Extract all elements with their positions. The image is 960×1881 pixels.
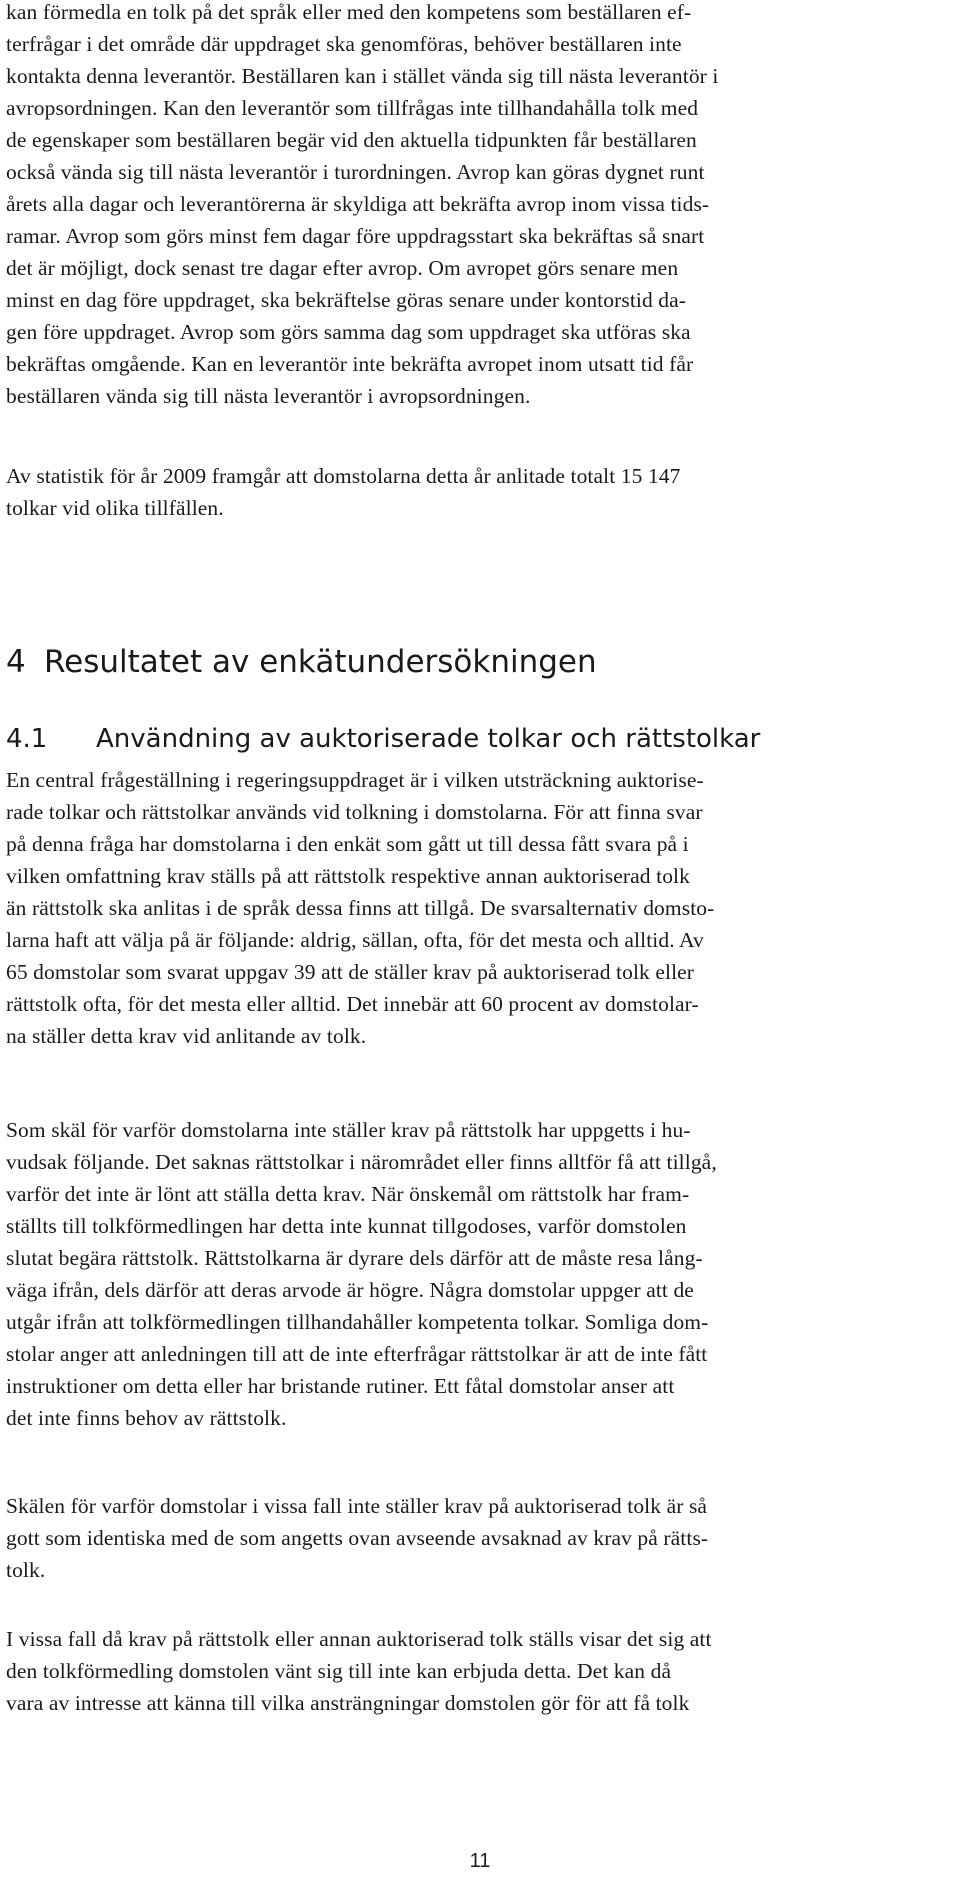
text-line: årets alla dagar och leverantörerna är skyldiga att bekräfta avrop inom vissa tids- xyxy=(6,192,710,216)
text-line: minst en dag före uppdraget, ska bekräftelse göras senare under kontorstid da- xyxy=(6,288,687,312)
body-paragraph xyxy=(6,460,681,524)
text-line: ställts till tolkförmedlingen har detta inte kunnat tillgodoses, varför domstolen xyxy=(6,1214,687,1238)
text-line: vilken omfattning krav ställs på att rättstolk respektive annan auktoriserad tolk xyxy=(6,864,690,888)
text-line: na ställer detta krav vid anlitande av tolk. xyxy=(6,1024,367,1048)
text-line: på denna fråga har domstolarna i den enkät som gått ut till dessa fått svara på i xyxy=(6,832,689,856)
text-line: gott som identiska med de som angetts ovan avseende avsaknad av krav på rätts- xyxy=(6,1526,709,1550)
body-paragraph xyxy=(6,1490,708,1586)
text-line: de egenskaper som beställaren begär vid den aktuella tidpunkten får beställaren xyxy=(6,128,697,152)
body-paragraph xyxy=(6,1623,712,1719)
body-paragraph xyxy=(6,0,718,412)
text-line: tolkar vid olika tillfällen. xyxy=(6,496,224,520)
text-line: tolk. xyxy=(6,1558,46,1582)
text-line: utgår ifrån att tolkförmedlingen tillhandahåller kompetenta tolkar. Somliga dom- xyxy=(6,1310,709,1334)
body-paragraph xyxy=(6,764,714,1052)
text-line: 65 domstolar som svarat uppgav 39 att de ställer krav på auktoriserad tolk eller xyxy=(6,960,695,984)
text-line: också vända sig till nästa leverantör i turordningen. Avrop kan göras dygnet runt xyxy=(6,160,705,184)
text-line: En central frågeställning i regeringsuppdraget är i vilken utsträckning auktorise- xyxy=(6,768,704,792)
section-title: Resultatet av enkätundersökningen xyxy=(44,644,597,680)
text-line: instruktioner om detta eller har bristande rutiner. Ett fåtal domstolar anser att xyxy=(6,1374,675,1398)
text-line: I vissa fall då krav på rättstolk eller annan auktoriserad tolk ställs visar det sig att xyxy=(6,1627,712,1651)
text-line: avropsordningen. Kan den leverantör som tillfrågas inte tillhandahålla tolk med xyxy=(6,96,699,120)
body-paragraph xyxy=(6,1114,717,1434)
subsection-heading xyxy=(6,722,760,756)
text-line: än rättstolk ska anlitas i de språk dessa finns att tillgå. De svarsalternativ domsto- xyxy=(6,896,715,920)
text-line: väga ifrån, dels därför att deras arvode är högre. Några domstolar uppger att de xyxy=(6,1278,694,1302)
text-line: rättstolk ofta, för det mesta eller alltid. Det innebär att 60 procent av domstolar- xyxy=(6,992,699,1016)
text-line: vara av intresse att känna till vilka ansträngningar domstolen gör för att få tolk xyxy=(6,1691,690,1715)
text-line: den tolkförmedling domstolen vänt sig till inte kan erbjuda detta. Det kan då xyxy=(6,1659,672,1683)
text-line: rade tolkar och rättstolkar används vid tolkning i domstolarna. För att finna svar xyxy=(6,800,703,824)
text-line: terfrågar i det område där uppdraget ska genomföras, behöver beställaren inte xyxy=(6,32,682,56)
text-line: beställaren vända sig till nästa leverantör i avropsordningen. xyxy=(6,384,531,408)
text-line: kontakta denna leverantör. Beställaren kan i stället vända sig till nästa leverantör i xyxy=(6,64,719,88)
section-heading xyxy=(6,642,597,682)
text-line: det inte finns behov av rättstolk. xyxy=(6,1406,287,1430)
page-number: 11 xyxy=(469,1850,491,1872)
text-line: bekräftas omgående. Kan en leverantör inte bekräfta avropet inom utsatt tid får xyxy=(6,352,694,376)
text-line: ramar. Avrop som görs minst fem dagar före uppdragsstart ska bekräftas så snart xyxy=(6,224,705,248)
text-line: stolar anger att anledningen till att de inte efterfrågar rättstolkar är att de inte fått xyxy=(6,1342,708,1366)
text-line: Av statistik för år 2009 framgår att domstolarna detta år anlitade totalt 15 147 xyxy=(6,464,681,488)
text-line: larna haft att välja på är följande: aldrig, sällan, ofta, för det mesta och alltid. Av xyxy=(6,928,704,952)
text-line: gen före uppdraget. Avrop som görs samma dag som uppdraget ska utföras ska xyxy=(6,320,691,344)
text-line: kan förmedla en tolk på det språk eller med den kompetens som beställaren ef- xyxy=(6,0,692,24)
text-line: Som skäl för varför domstolarna inte ställer krav på rättstolk har uppgetts i hu- xyxy=(6,1118,691,1142)
text-line: varför det inte är lönt att ställa detta krav. När önskemål om rättstolk har fram- xyxy=(6,1182,690,1206)
text-line: Skälen för varför domstolar i vissa fall inte ställer krav på auktoriserad tolk är så xyxy=(6,1494,708,1518)
text-line: det är möjligt, dock senast tre dagar efter avrop. Om avropet görs senare men xyxy=(6,256,679,280)
text-line: vudsak följande. Det saknas rättstolkar i närområdet eller finns alltför få att tillgå, xyxy=(6,1150,717,1174)
subsection-title: Användning av auktoriserade tolkar och rättstolkar xyxy=(96,724,761,754)
text-line: slutat begära rättstolk. Rättstolkarna är dyrare dels därför att de måste resa lång- xyxy=(6,1246,703,1270)
section-number: 4 xyxy=(6,644,26,680)
subsection-number: 4.1 xyxy=(6,724,48,754)
